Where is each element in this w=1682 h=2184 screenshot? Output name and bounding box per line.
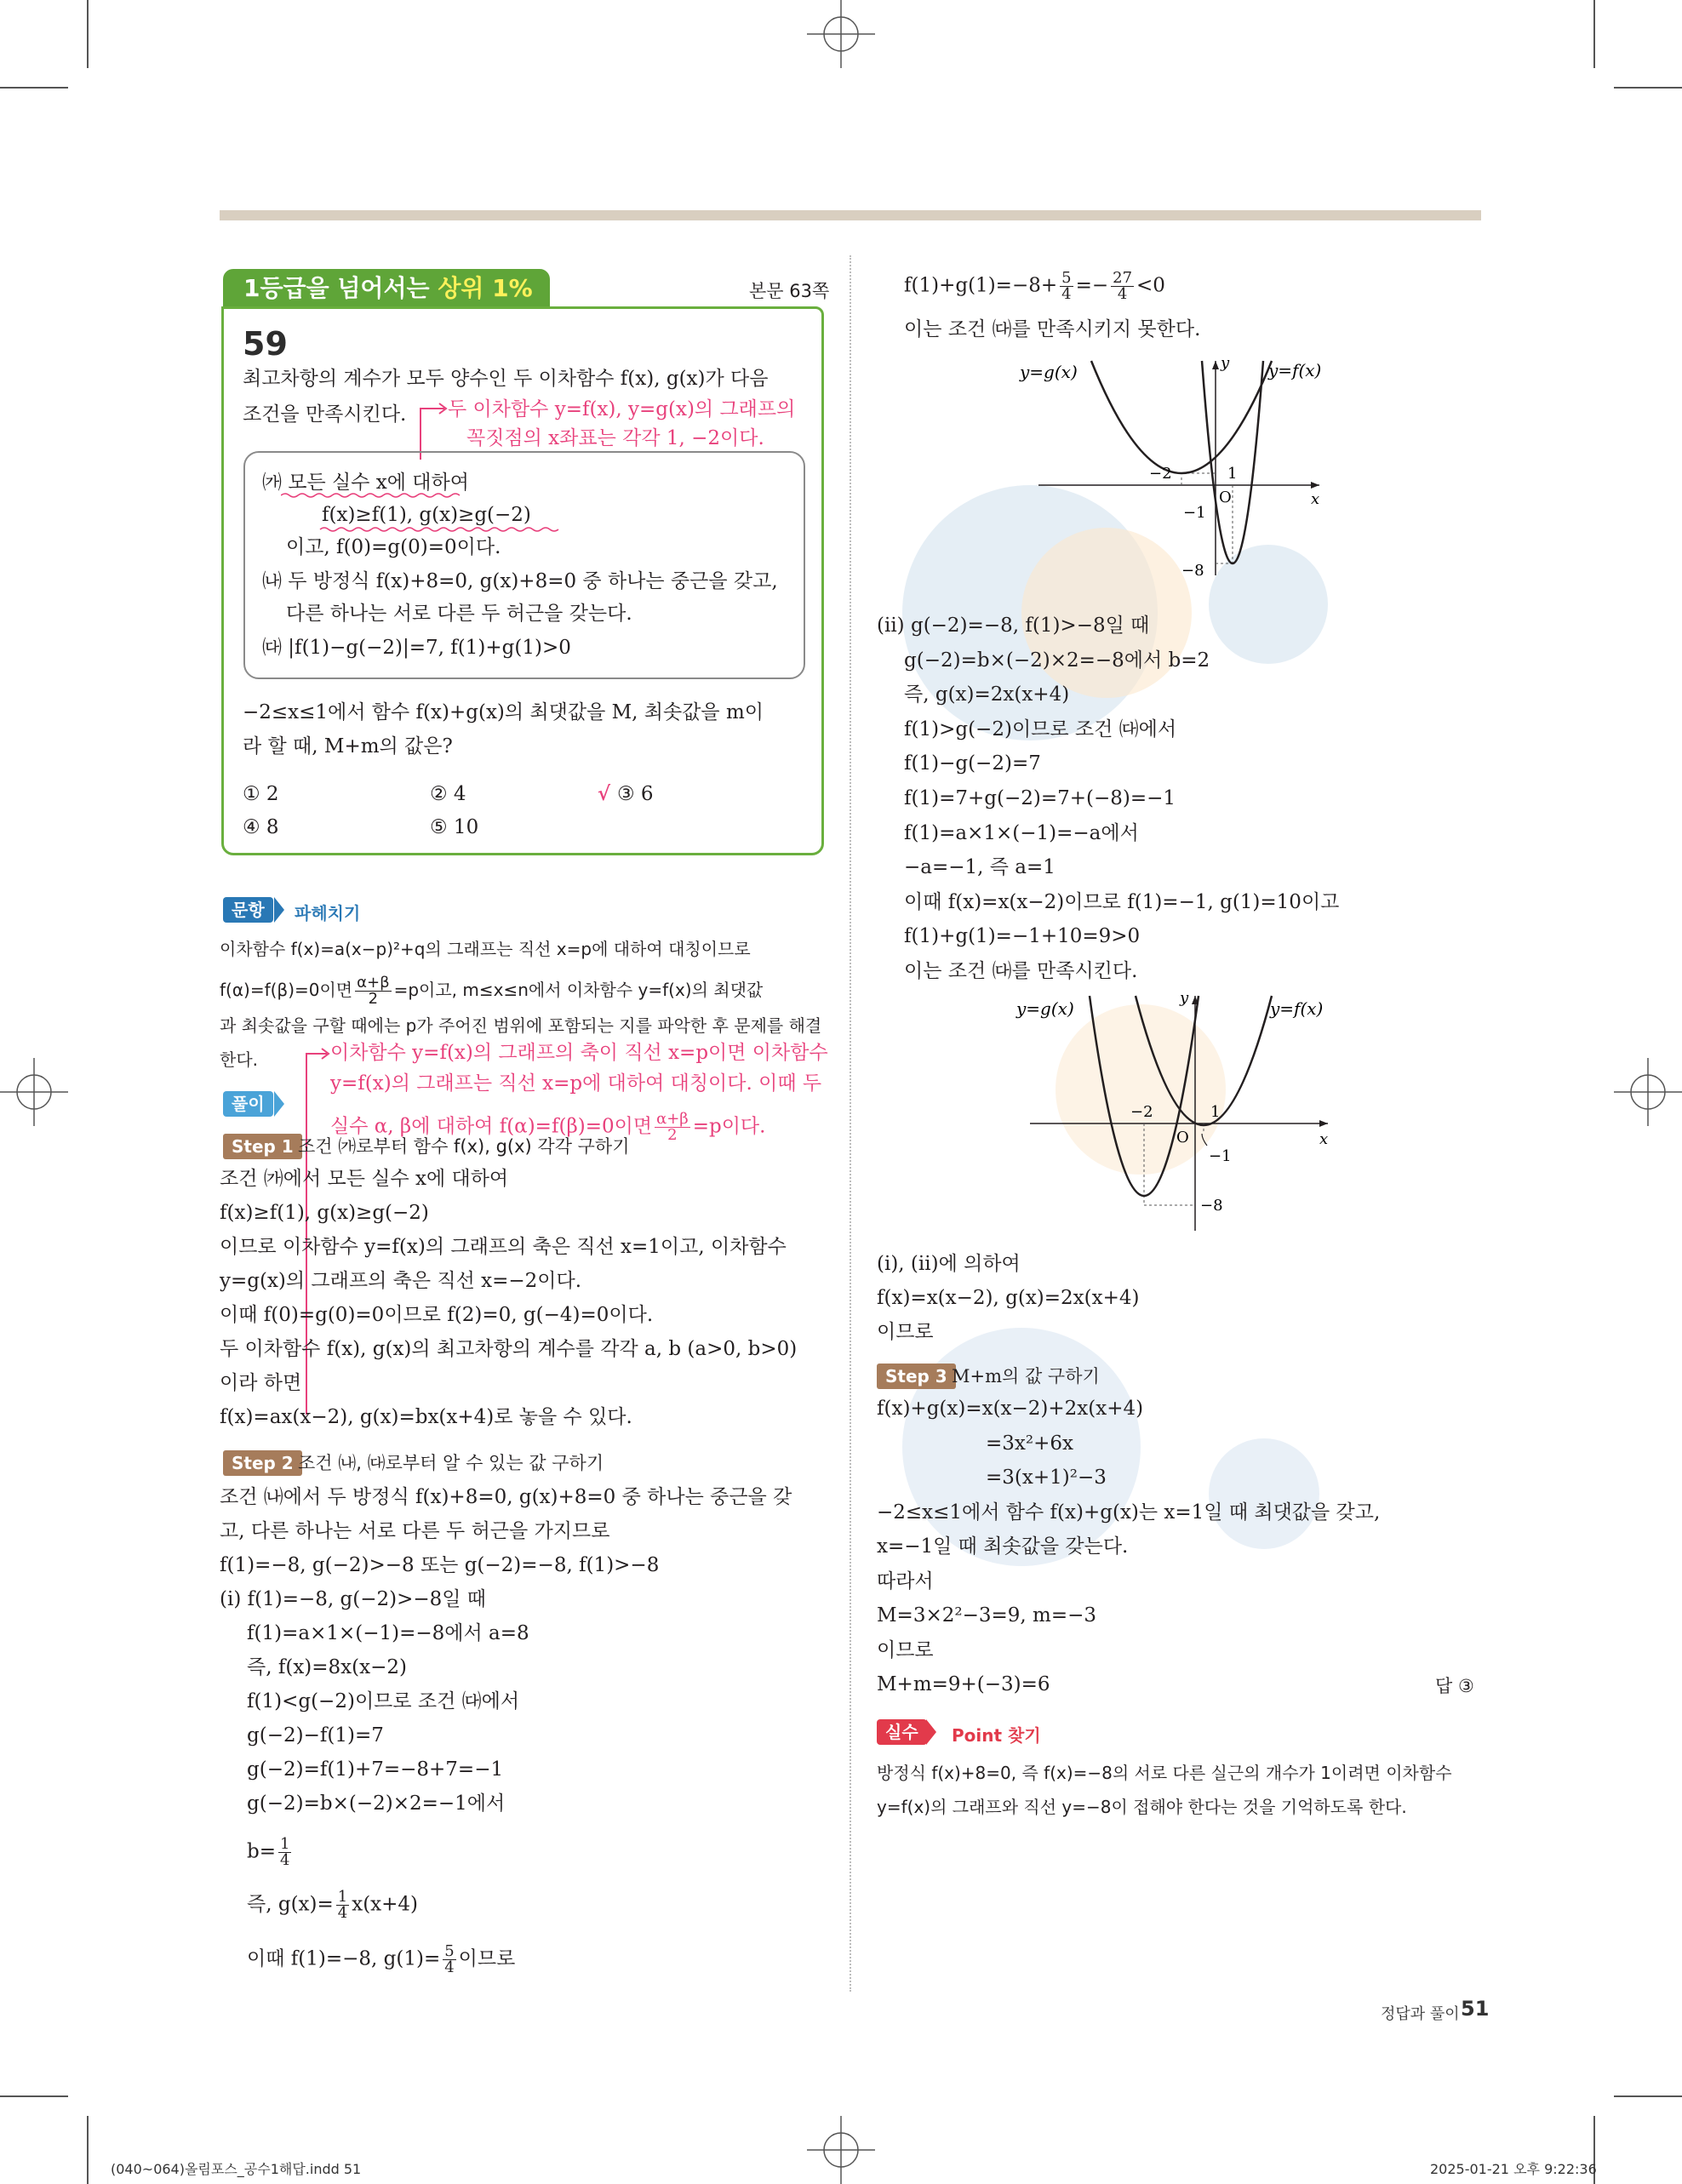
crop-mark [1614,2095,1682,2097]
svg-text:−1: −1 [1209,1147,1232,1165]
step1-line: f(x)≥f(1), g(x)≥g(−2) [220,1202,429,1224]
level-tab: 1등급을 넘어서는 상위 1% [223,269,550,308]
svg-text:O: O [1176,1129,1189,1146]
svg-text:−8: −8 [1200,1197,1223,1215]
step2-title: 조건 ㈏, ㈐로부터 알 수 있는 값 구하기 [298,1453,604,1473]
step2-line: 조건 ㈏에서 두 방정식 f(x)+8=0, g(x)+8=0 중 하나는 중근을 갖 [220,1486,792,1508]
case-i-line: g(−2)=f(1)+7=−8+7=−1 [247,1758,504,1781]
analysis-line: f(α)=f(β)=0이면 $\frac{\alpha+\beta}{2}$ =p이고, m≤x≤n에서 이차함수 y=f(x)의 최댓값 [220,974,764,1008]
sum-check: f(1)+g(1)=−8+ $\frac{5}{4}$ =− $\frac{27}{4}$ <0 [904,269,1165,303]
solution-badge: 풀이 [223,1091,273,1117]
column-divider [850,255,851,1992]
mistake-line: 방정식 f(x)+8=0, 즉 f(x)=−8의 서로 다른 실근의 개수가 1이려면 이차함수 [877,1763,1452,1783]
analysis-annotation: y=f(x)의 그래프는 직선 x=p에 대하여 대칭이다. 이때 두 [330,1072,822,1095]
watermark-shape [1209,1438,1319,1549]
case-ii-line: g(−2)=b×(−2)×2=−8에서 b=2 [904,649,1210,672]
step3-line: 이므로 [877,1638,934,1661]
crop-mark [0,87,68,89]
mistake-badge: 실수 [877,1719,927,1745]
graph-label-f: y=f(x) [1268,360,1322,380]
choice-2: ② 4 [430,783,466,805]
svg-text:y=f(x): y=f(x) [1270,998,1324,1019]
choice-1: ① 2 [243,783,279,805]
case-ii-line: 이는 조건 ㈐를 만족시킨다. [904,960,1138,982]
case-ii-line: 이때 f(x)=x(x−2)이므로 f(1)=−1, g(1)=10이고 [904,890,1340,913]
svg-text:−2: −2 [1130,1103,1153,1121]
mistake-line: y=f(x)의 그래프와 직선 y=−8이 접해야 한다는 것을 기억하도록 한다. [877,1797,1407,1817]
page-label: 정답과 풀이 [1381,2005,1460,2023]
condition-b: ㈏ 두 방정식 f(x)+8=0, g(x)+8=0 중 하나는 중근을 갖고, [262,570,778,592]
step3-line: M+m=9+(−3)=6 [877,1673,1050,1695]
analysis-line: 이차함수 f(x)=a(x−p)²+q의 그래프는 직선 x=p에 대하여 대칭이므로 [220,939,751,959]
step3-line: =3(x+1)²−3 [986,1466,1107,1489]
case-i-line: f(1)<g(−2)이므로 조건 ㈐에서 [247,1690,520,1712]
case-ii-line: f(1)+g(1)=−1+10=9>0 [904,925,1141,948]
conclusion-line: (ⅰ), (ⅱ)에 의하여 [877,1253,1021,1275]
case-i-line: g(−2)=b×(−2)×2=−1에서 [247,1792,506,1815]
step3-line: =3x²+6x [986,1432,1073,1455]
analysis-annotation: 이차함수 y=f(x)의 그래프의 축이 직선 x=p이면 이차함수 [330,1042,828,1064]
step1-line: y=g(x)의 그래프의 축은 직선 x=−2이다. [220,1270,582,1292]
badge-arrow [274,1091,284,1117]
case-ii-line: (ⅱ) g(−2)=−8, f(1)>−8일 때 [877,615,1150,637]
svg-text:y: y [1180,989,1189,1007]
badge-arrow [274,897,284,923]
step3-line: 따라서 [877,1569,934,1592]
crop-mark [87,0,89,68]
registration-mark [0,1058,68,1126]
crop-mark [87,2116,89,2184]
condition-a: f(x)≥f(1), g(x)≥g(−2) [322,504,531,526]
top-decor-bar [220,210,1481,220]
svg-text:y=g(x): y=g(x) [1016,998,1074,1019]
answer-mark: 답 ③ [1435,1676,1474,1696]
graph-case-ii [1013,987,1353,1243]
step1-line: 두 이차함수 f(x), g(x)의 최고차항의 계수를 각각 a, b (a>0, b>0) [220,1338,798,1360]
graph-label-g: y=g(x) [1020,362,1078,382]
svg-text:1: 1 [1227,465,1238,483]
problem-stem: 조건을 만족시킨다. [243,403,407,426]
check-mark: √ [598,782,611,805]
crop-mark [1593,0,1595,68]
svg-text:x: x [1319,1130,1329,1148]
crop-mark [0,2095,68,2097]
condition-a: 이고, f(0)=g(0)=0이다. [286,536,501,558]
svg-text:−2: −2 [1149,465,1172,483]
level-highlight: 상위 1% [438,274,533,302]
problem-stem: 최고차항의 계수가 모두 양수인 두 이차함수 f(x), g(x)가 다음 [243,368,769,390]
svg-text:−8: −8 [1181,562,1204,580]
crop-mark [1614,87,1682,89]
case-i-line: g(−2)−f(1)=7 [247,1724,384,1747]
svg-text:y: y [1221,354,1230,372]
step1-title: 조건 ㈎로부터 함수 f(x), g(x) 각각 구하기 [298,1136,630,1157]
choice-4: ④ 8 [243,816,279,838]
step3-line: f(x)+g(x)=x(x−2)+2x(x+4) [877,1398,1144,1420]
case-ii-line: f(1)−g(−2)=7 [904,752,1041,775]
file-info: (040~064)올림포스_공수1해답.indd 51 [111,2161,362,2177]
registration-mark [807,0,875,68]
g-result: 즉, g(x)= $\frac{1}{4}$ x(x+4) [247,1888,419,1922]
problem-annotation: 두 이차함수 y=f(x), y=g(x)의 그래프의 [448,398,796,420]
step1-badge: Step 1 [223,1134,302,1159]
step1-line: 조건 ㈎에서 모든 실수 x에 대하여 [220,1168,509,1190]
step2-line: f(1)=−8, g(−2)>−8 또는 g(−2)=−8, f(1)>−8 [220,1554,660,1576]
case-ii-line: 즉, g(x)=2x(x+4) [904,683,1070,706]
step1-line: 이므로 이차함수 y=f(x)의 그래프의 축은 직선 x=1이고, 이차함수 [220,1236,787,1258]
choice-5: ⑤ 10 [430,816,479,838]
fraction: $\frac{\alpha+\beta}{2}$ [656,1110,689,1144]
registration-mark [807,2116,875,2184]
badge-arrow [926,1719,936,1745]
step2-badge: Step 2 [223,1450,302,1476]
problem-annotation: 꼭짓점의 x좌표는 각각 1, −2이다. [466,427,764,449]
analysis-badge: 문항 [223,897,273,923]
page-number: 51 [1461,1997,1490,2021]
analysis-annotation: 실수 α, β에 대하여 f(α)=f(β)=0이면 $\frac{\alpha+\beta}{2}$ =p이다. [330,1110,766,1144]
graph-case-i [1013,352,1353,582]
step3-line: −2≤x≤1에서 함수 f(x)+g(x)는 x=1일 때 최댓값을 갖고, [877,1501,1381,1524]
svg-text:x: x [1311,490,1320,508]
svg-text:1: 1 [1210,1103,1221,1121]
mistake-subtitle: Point 찾기 [952,1725,1041,1746]
analysis-line: 한다. [220,1049,258,1070]
condition-b: 다른 하나는 서로 다른 두 허근을 갖는다. [286,603,632,625]
step2-line: (ⅰ) f(1)=−8, g(−2)>−8일 때 [220,1588,487,1610]
then-line: 이때 f(1)=−8, g(1)= $\frac{5}{4}$ 이므로 [247,1942,516,1976]
conclusion-line: 이므로 [877,1321,934,1343]
svg-text:−1: −1 [1183,504,1206,522]
problem-number: 59 [243,325,288,363]
timestamp: 2025-01-21 오후 9:22:36 [1430,2161,1597,2177]
step3-line: x=−1일 때 최솟값을 갖는다. [877,1535,1129,1558]
step1-line: f(x)=ax(x−2), g(x)=bx(x+4)로 놓을 수 있다. [220,1406,632,1428]
condition-c: ㈐ |f(1)−g(−2)|=7, f(1)+g(1)>0 [262,637,571,659]
b-value: b= $\frac{1}{4}$ [247,1835,290,1869]
choice-3: ③ 6 [617,783,654,805]
svg-text:O: O [1219,489,1232,506]
problem-question: 라 할 때, M+m의 값은? [243,735,453,758]
conclusion-line: f(x)=x(x−2), g(x)=2x(x+4) [877,1287,1140,1309]
fraction: $\frac{\alpha+\beta}{2}$ [357,974,390,1008]
step1-line: 이때 f(0)=g(0)=0이므로 f(2)=0, g(−4)=0이다. [220,1304,654,1326]
fail-statement: 이는 조건 ㈐를 만족시키지 못한다. [904,318,1201,340]
step3-title: M+m의 값 구하기 [952,1366,1100,1386]
step3-line: M=3×2²−3=9, m=−3 [877,1604,1096,1627]
step2-line: 고, 다른 하나는 서로 다른 두 허근을 가지므로 [220,1520,610,1542]
case-i-line: f(1)=a×1×(−1)=−8에서 a=8 [247,1622,529,1644]
condition-a: ㈎ 모든 실수 x에 대하여 [262,472,469,494]
case-ii-line: −a=−1, 즉 a=1 [904,856,1056,879]
problem-question: −2≤x≤1에서 함수 f(x)+g(x)의 최댓값을 M, 최솟값을 m이 [243,701,764,723]
analysis-line: 과 최솟값을 구할 때에는 p가 주어진 범위에 포함되는 지를 파악한 후 문제를 해결 [220,1015,822,1036]
analysis-subtitle: 파헤치기 [295,903,361,923]
case-i-line: 즉, f(x)=8x(x−2) [247,1656,407,1678]
step1-line: 이라 하면 [220,1372,302,1394]
case-ii-line: f(1)>g(−2)이므로 조건 ㈐에서 [904,718,1177,740]
case-ii-line: f(1)=a×1×(−1)=−a에서 [904,821,1139,844]
case-ii-line: f(1)=7+g(−2)=7+(−8)=−1 [904,787,1176,809]
reference-page: 본문 63쪽 [749,281,830,301]
step3-badge: Step 3 [877,1364,956,1389]
registration-mark [1614,1058,1682,1126]
wavy-underline [281,492,570,535]
